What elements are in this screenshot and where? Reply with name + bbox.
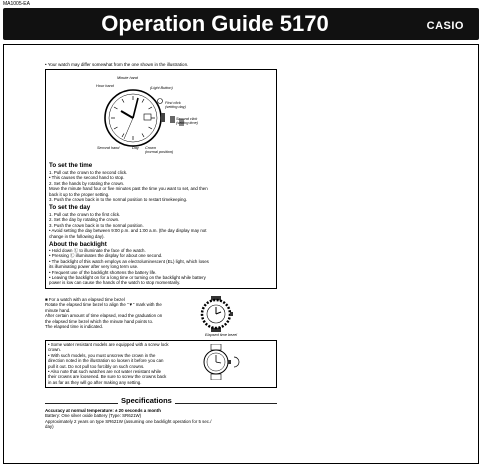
step-line: • This causes the second hand to stop. xyxy=(49,175,125,181)
label-hour-hand: Hour hand xyxy=(96,84,114,88)
backlight-heading: About the backlight xyxy=(49,241,107,248)
set-time-heading: To set the time xyxy=(49,162,93,169)
label-second-click: Second click xyxy=(176,117,198,121)
screw-line: crown. xyxy=(48,347,61,353)
label-second-hand: Second hand xyxy=(97,146,120,150)
elapsed-line: After certain amount of time elapsed, read the graduation on xyxy=(45,313,163,319)
screw-line: • Some water resistant models are equipped with a screw lock xyxy=(48,342,169,347)
label-minute-hand: Minute hand xyxy=(117,76,138,80)
day-window xyxy=(144,114,151,120)
note-line: • The backlight of this watch employs an electroluminescent (EL) light, which loses xyxy=(49,258,209,264)
note-line: • Leaving the backlight on for a long time or turning on the backlight while battery xyxy=(49,275,206,281)
step-line: 1. Pull out the crown to the first click. xyxy=(49,212,121,217)
step-line: 1. Pull out the crown to the second click. xyxy=(49,170,128,175)
set-day-steps xyxy=(49,212,206,239)
specifications-list xyxy=(45,408,211,430)
step-line: 2. Set the day by rotating the crown. xyxy=(49,217,120,223)
note-line: its illuminating power after very long term use. xyxy=(49,264,139,270)
step-line: • Avoid setting the day between 9:00 p.m. and 1:00 a.m. (the day display may not xyxy=(49,228,207,234)
label-day: Day xyxy=(132,146,139,150)
light-button xyxy=(158,99,163,104)
rotate-arrow-icon xyxy=(234,357,239,367)
step-line: 3. Push the crown back in to the normal position. xyxy=(49,222,144,228)
elapsed-line: ■ For a watch with an elapsed time bezel xyxy=(45,297,125,302)
label-first-click-sub: (setting day) xyxy=(165,105,186,109)
label-first-click: First click xyxy=(165,101,181,105)
crown-normal xyxy=(161,113,165,122)
step-line: change in the following day). xyxy=(49,233,105,239)
spec-line: Battery: One silver oxide battery (Type: SR621W) xyxy=(45,413,142,419)
step-line: Move the minute hand four or five minutes past the time you want to set, and then xyxy=(49,186,208,192)
elapsed-line: Rotate the elapsed time bezel to align the "▼" mark with the xyxy=(45,302,162,308)
note-line: power is low can cause the hands of the watch to stop momentarily. xyxy=(49,280,181,286)
watch-diagram xyxy=(88,76,198,156)
brand-logo: CASIO xyxy=(426,20,464,32)
screw-line: • Also note that such watches are not water resistant while xyxy=(48,369,162,375)
spec-line: day) xyxy=(45,424,54,430)
screw-line: their crowns are loosened. Be sure to screw the crowns back xyxy=(48,374,167,380)
document-code: MA1005-EA xyxy=(3,1,30,7)
elapsed-line: The elapsed time is indicated. xyxy=(45,324,104,330)
label-crown-sub: (normal position) xyxy=(145,150,174,154)
step-line: 2. Set the hands by rotating the crown. xyxy=(49,180,125,186)
screw-line: • With such models, you must unscrew the crown in the xyxy=(48,352,156,358)
page-title: Operation Guide 5170 xyxy=(101,11,329,36)
spec-line: Approximately 2 years on type SR621W (assuming one backlight operation for 5 sec./ xyxy=(45,418,212,424)
note-line: • Frequent use of the backlight shortens the battery life. xyxy=(49,269,157,275)
note-line: • Pressing Ⓛ illuminates the display for about one second. xyxy=(49,253,163,259)
step-line: 3. Push the crown back in to the normal position to restart timekeeping. xyxy=(49,197,188,203)
screw-line: pull it out. Do not pull too forcibly on such crowns. xyxy=(48,363,145,369)
elapsed-line: minute hand. xyxy=(45,307,71,313)
elapsed-line: the elapsed time bezel which the minute hand points to. xyxy=(45,318,154,324)
screw-line: direction noted in the illustration so loosen it before you can xyxy=(48,358,164,364)
screw-lock-notes xyxy=(48,342,169,385)
backlight-notes xyxy=(49,248,209,286)
step-line: back it up to the proper setting. xyxy=(49,191,110,197)
screw-lock-watch-illustration xyxy=(198,344,240,380)
bezel-watch-illustration xyxy=(196,296,236,332)
note-line: • Hold down Ⓛ to illuminate the face of the watch. xyxy=(49,248,146,253)
label-crown: Crown xyxy=(145,146,156,150)
crown-first-click xyxy=(170,116,175,123)
intro-note: • Your watch may differ somewhat from the one shown in the illustration. xyxy=(45,62,189,67)
elapsed-bezel-section xyxy=(45,297,162,329)
set-day-heading: To set the day xyxy=(49,204,91,211)
label-second-click-sub: (setting time) xyxy=(176,121,198,125)
specifications-heading: Specifications xyxy=(118,396,175,405)
screw-line: in as far as they will go after making any setting. xyxy=(48,379,142,385)
elapsed-bezel-caption: Elapsed time bezel xyxy=(205,333,238,337)
spec-line: Accuracy at normal temperature: ± 20 seconds a month xyxy=(45,408,161,413)
set-time-steps xyxy=(49,170,208,202)
label-light-button: (Light Button) xyxy=(150,86,173,90)
